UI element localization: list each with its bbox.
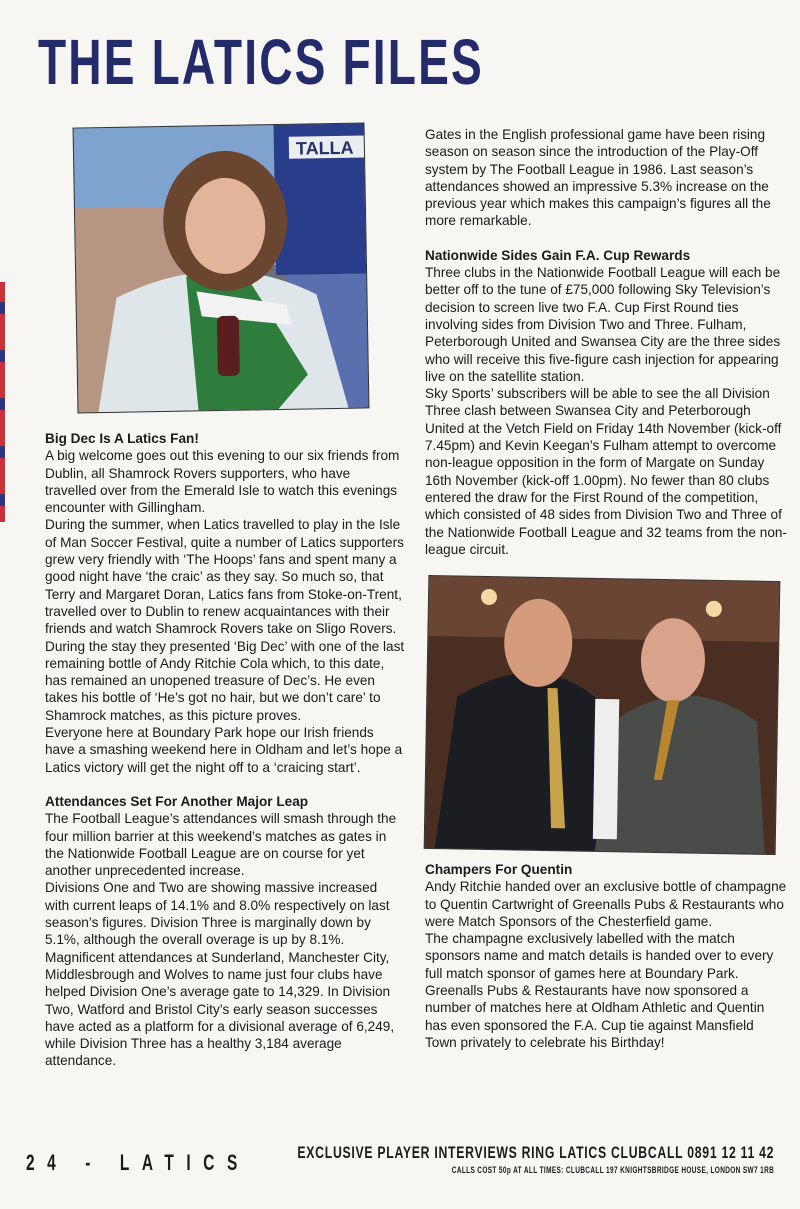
page-title: THE LATICS FILES [38,26,484,98]
right-column-bottom [425,861,787,1051]
clubcall-line: EXCLUSIVE PLAYER INTERVIEWS RING LATICS CLUBCALL 0891 12 11 42 [297,1143,774,1162]
fa-cup-paragraph: Three clubs in the Nationwide Football League will each be better off to the tune of £75,000 following Sky Television’s decision to screen live two F.A. Cup First Round ties involving sides from Division Two and Three. Fulham, Peterborough United and Swansea City are the three sides who will receive this five-figure cash injection for appearing live on the satellite station. [425,265,781,384]
attendances-paragraph: Divisions One and Two are showing massive increased with current leaps of 14.1% and 8.0% respectively on last season’s figures. Division Three is marginally down by 5.1%, although the overall overage is up by 8.1%. Magnificent attendances at Sunderland, Manchester City, Middlesbrough and Wolves to name just four clubs have helped Division One’s average gate to 14,329. In Division Two, Watford and Bristol City’s early season successes have acted as a platform for a divisional average of 6,249, while Division Three has a healthy 3,184 average attendance. [45,880,395,1069]
attendances-paragraph: The Football League’s attendances will smash through the four million barrier at this weekend’s matches as gates in the Nationwide Football League are on course for yet another unprecedented increase. [45,811,397,879]
champers-photo-art [425,576,780,854]
big-dec-paragraph: During the stay they presented ‘Big Dec’ with one of the last remaining bottle of Andy Ritchie Cola which, to this date, has remained an unopened treasure of Dec’s. He even takes his bottle of ‘He’s got no hair, but we don’t care’ to Shamrock matches, as this picture proves. [45,638,405,723]
fa-cup-heading: Nationwide Sides Gain F.A. Cup Rewards [425,247,691,263]
big-dec-heading: Big Dec Is A Latics Fan! [45,431,199,446]
big-dec-photo-art [74,123,369,412]
champers-paragraph: Andy Ritchie handed over an exclusive bottle of champagne to Quentin Cartwright of Greenalls Pubs & Restaurants who were Match Sponsors of the Chesterfield game. [425,879,787,929]
big-dec-paragraph: During the summer, when Latics travelled to play in the Isle of Man Soccer Festival, quite a number of Latics supporters grew very friendly with ‘The Hoops’ fans and spent many a good night have ‘the craic’ as they say. So much so, that Terry and Margaret Doran, Latics fans from Stoke-on-Trent, travelled over to Dublin to renew acquaintances with their friends and watch Shamrock Rovers take on Sligo Rovers. [45,517,404,637]
clubcall-footer [112,1143,774,1175]
champers-photo [425,576,780,854]
big-dec-paragraph: A big welcome goes out this evening to our six friends from Dublin, all Shamrock Rovers supporters, who have travelled over from the Emerald Isle to watch this evenings encounter with Gillingham. [45,448,400,516]
champers-paragraph: Greenalls Pubs & Restaurants have now sponsored a number of matches here at Oldham Athletic and Quentin has even sponsored the F.A. Cup tie against Mansfield Town privately to celebrate his Birthday! [425,983,765,1050]
gates-paragraph: Gates in the English professional game have been rising season on season since the introduction of the Play-Off system by The Football League in 1986. Last season’s attendances showed an impressive 5.3% increase on the previous year which makes this campaign’s figures all the more remarkable. [425,127,771,229]
champers-paragraph: The champagne exclusively labelled with the match sponsors name and match details is handed over to every full match sponsor of games here at Boundary Park. [425,931,774,981]
edge-color-strip [0,282,5,522]
champers-heading: Champers For Quentin [425,862,573,877]
left-column [45,430,405,1070]
big-dec-photo [74,123,369,412]
attendances-heading: Attendances Set For Another Major Leap [45,793,309,809]
calls-cost-line: CALLS COST 50p AT ALL TIMES: CLUBCALL 197 KNIGHTSBRIDGE HOUSE, LONDON SW7 1RB [451,1165,774,1175]
right-column-top [425,126,787,558]
big-dec-paragraph: Everyone here at Boundary Park hope our Irish friends have a smashing weekend here in Oldham and let’s hope a Latics victory will get the night off to a ‘craicing start’. [45,725,403,775]
banner-text: TALLA [295,137,354,159]
page-number-label: 24 - LATICS [26,1150,250,1175]
fa-cup-paragraph: Sky Sports’ subscribers will be able to see the all Division Three clash between Swansea City and Peterborough United at the Vetch Field on Friday 14th November (kick-off 7.45pm) and Kevin Keegan’s Fulham attempt to overcome non-league opposition in the form of Margate on Sunday 16th November (kick-off 1.00pm). No fewer than 80 clubs entered the draw for the First Round of the competition, which consisted of 48 sides from Division Two and Three of the Nationwide Football League and 32 teams from the non-league circuit. [425,386,787,557]
